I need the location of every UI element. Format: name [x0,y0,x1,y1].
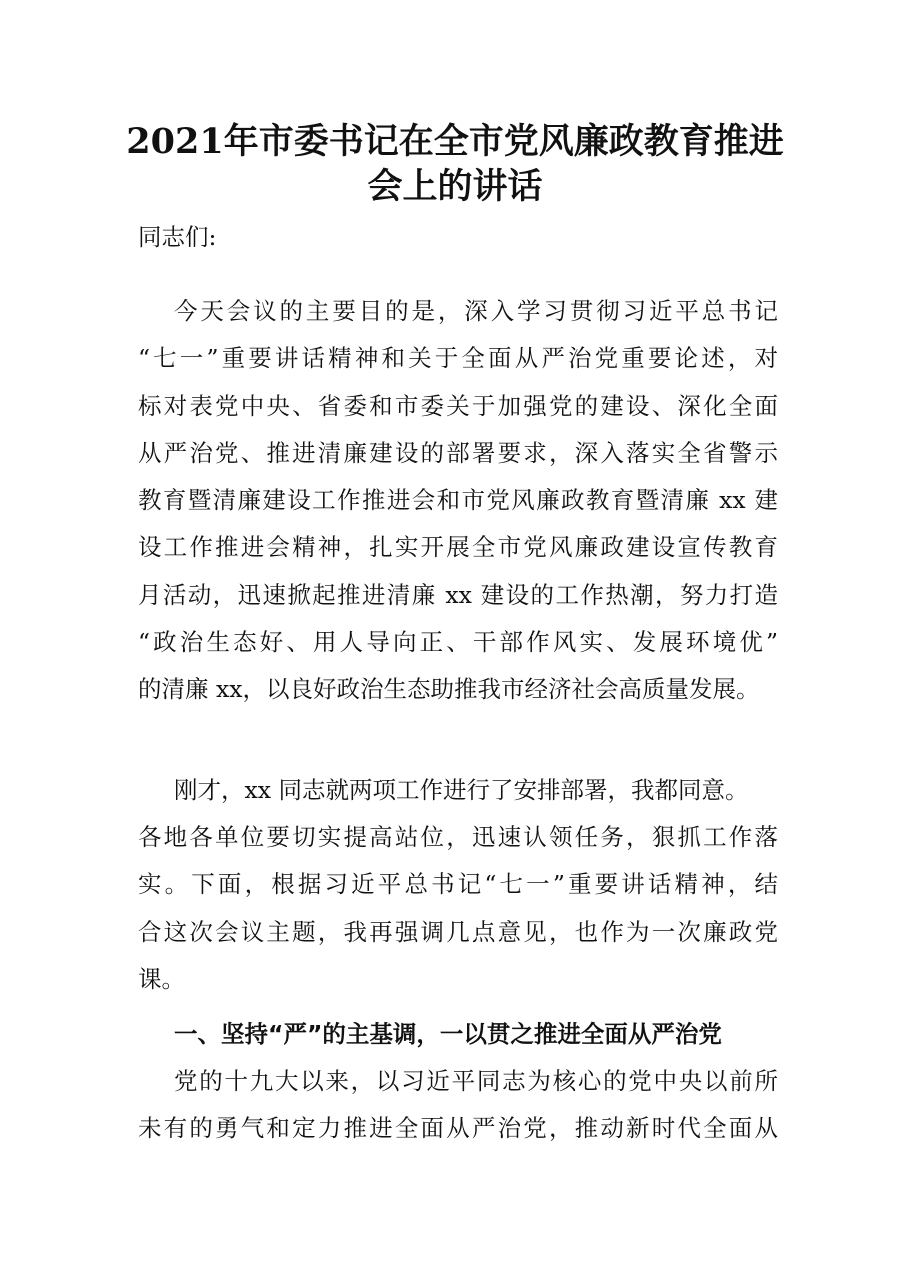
paragraph-1-line: 标对表党中央、省委和市委关于加强党的建设、深化全面 [138,392,778,420]
paragraph-3-line: 未有的勇气和定力推进全面从严治党，推动新时代全面从 [138,1114,778,1142]
paragraph-1-line: 教育暨清廉建设工作推进会和市党风廉政教育暨清廉 xx 建 [138,486,778,514]
paragraph-1-line: 从严治党、推进清廉建设的部署要求，深入落实全省警示 [138,439,778,467]
paragraph-2-line: 合这次会议主题，我再强调几点意见，也作为一次廉政党 [138,918,778,946]
paragraph-2-line: 各地各单位要切实提高站位，迅速认领任务，狠抓工作落 [138,823,778,851]
paragraph-2-line: 刚才，xx 同志就两项工作进行了安排部署，我都同意。 [174,776,749,804]
paragraph-1-line: 月活动，迅速掀起推进清廉 xx 建设的工作热潮，努力打造 [138,581,778,609]
paragraph-2-line: 实。下面，根据习近平总书记“七一”重要讲话精神，结 [138,870,778,898]
paragraph-1-line: “七一”重要讲话精神和关于全面从严治党重要论述，对 [138,344,778,372]
section-1-heading: 一、坚持“严”的主基调，一以贯之推进全面从严治党 [174,1020,722,1048]
paragraph-1-line: 设工作推进会精神，扎实开展全市党风廉政建设宣传教育 [138,533,778,561]
salutation: 同志们: [138,223,217,251]
paragraph-3-line: 党的十九大以来，以习近平同志为核心的党中央以前所 [174,1067,778,1095]
document-title-line-2: 会上的讲话 [367,166,543,207]
paragraph-2-line: 课。 [138,965,185,993]
paragraph-1-line: 今天会议的主要目的是，深入学习贯彻习近平总书记 [174,297,778,325]
paragraph-1-line: “政治生态好、用人导向正、干部作风实、发展环境优” [138,628,778,656]
document-title-line-1: 2021年市委书记在全市党风廉政教育推进 [126,121,784,162]
paragraph-1-line: 的清廉 xx，以良好政治生态助推我市经济社会高质量发展。 [138,675,760,703]
